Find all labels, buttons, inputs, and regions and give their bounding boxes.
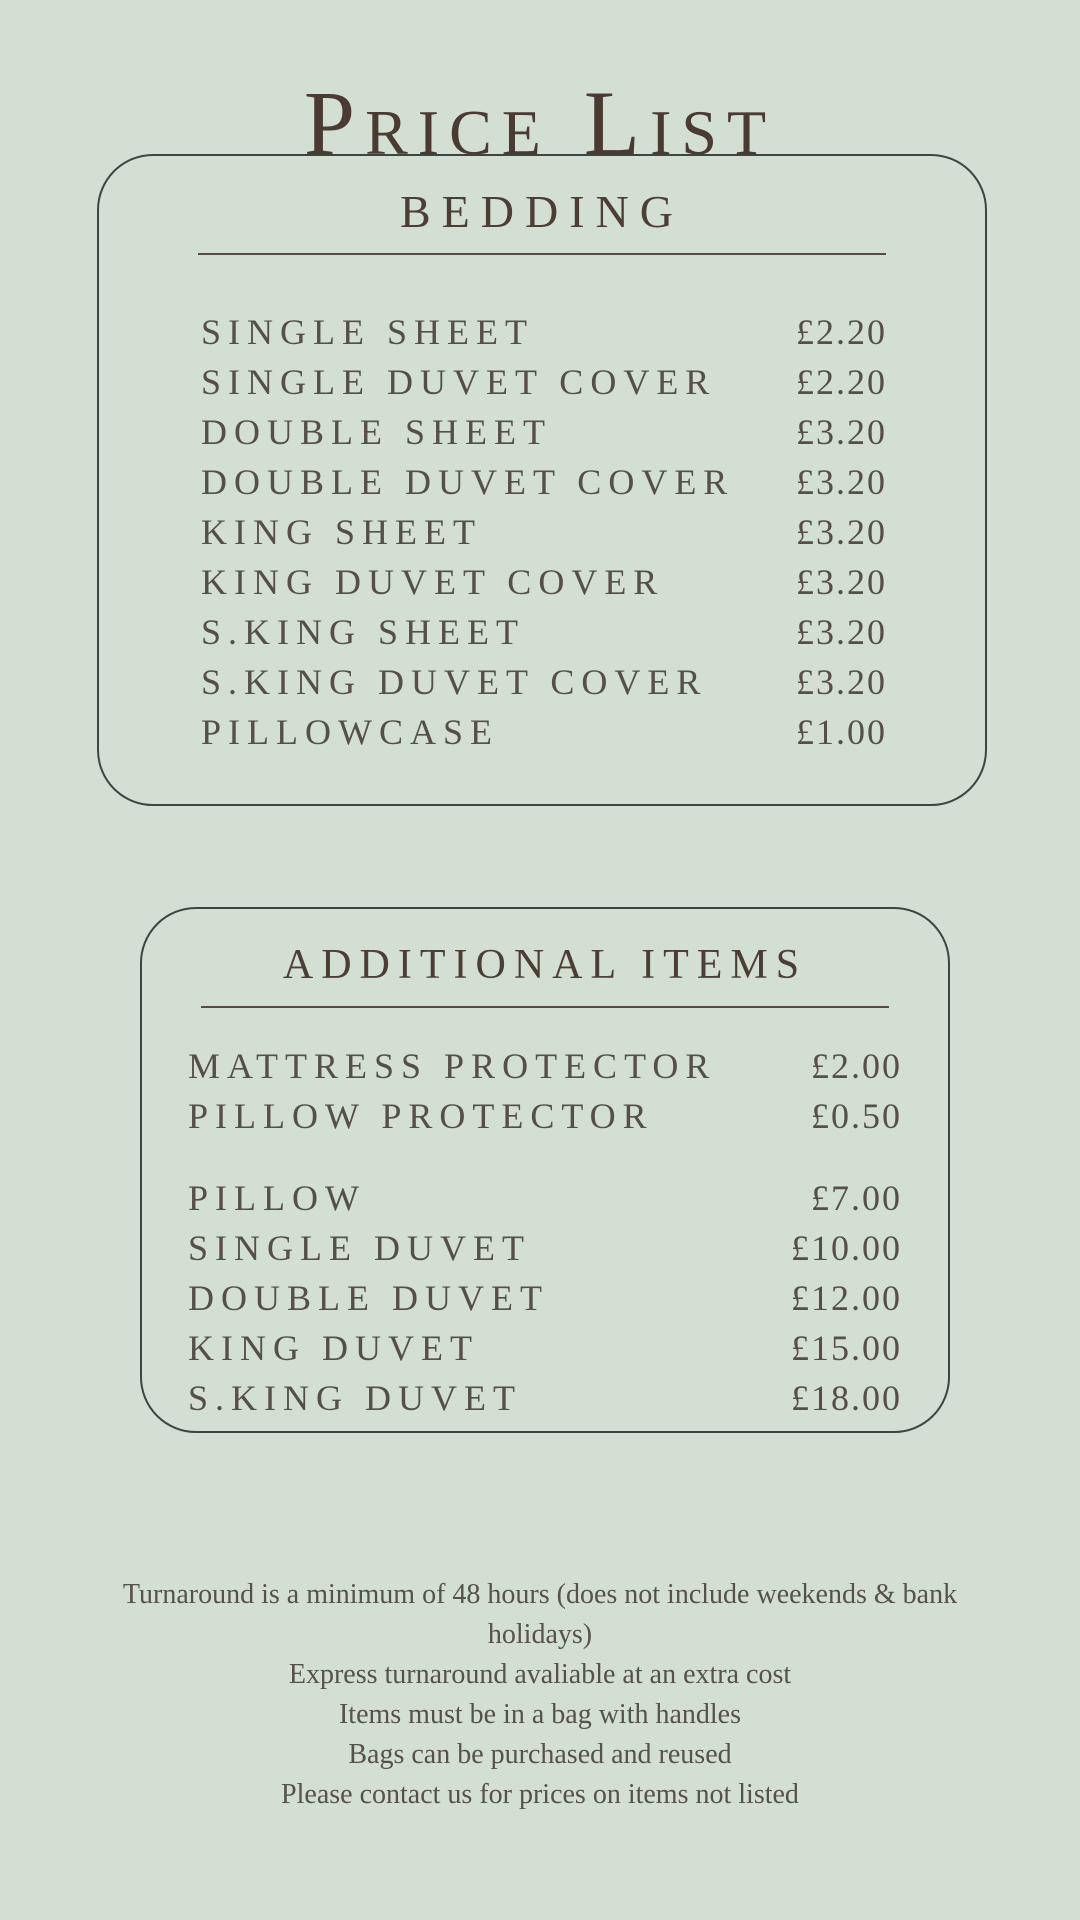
footer-line: Turnaround is a minimum of 48 hours (does not include weekends & bank holidays) <box>122 1579 958 1650</box>
item-label: SINGLE SHEET <box>201 312 534 352</box>
item-price: £2.00 <box>811 1046 902 1086</box>
item-price: £3.20 <box>796 512 887 552</box>
price-row <box>188 1373 902 1423</box>
footer-notes-inner <box>90 1575 990 1815</box>
price-row <box>188 1091 902 1141</box>
footer-line: Please contact us for prices on items not listed <box>281 1779 799 1810</box>
price-row <box>188 1041 902 1091</box>
price-row <box>188 1223 902 1273</box>
item-price: £3.20 <box>796 562 887 602</box>
price-row <box>201 707 887 757</box>
price-row <box>201 607 887 657</box>
item-label: PILLOWCASE <box>201 712 499 752</box>
item-label: SINGLE DUVET <box>188 1228 531 1268</box>
footer-line: Bags can be purchased and reused <box>348 1739 732 1770</box>
item-label: KING DUVET COVER <box>201 562 665 602</box>
footer-line: Express turnaround avaliable at an extra cost <box>288 1659 792 1690</box>
item-label: KING SHEET <box>201 512 482 552</box>
bedding-heading: BEDDING <box>400 186 684 237</box>
item-price: £2.20 <box>796 362 887 402</box>
item-label: PILLOW PROTECTOR <box>188 1096 654 1136</box>
price-row <box>201 557 887 607</box>
bedding-divider <box>198 253 886 255</box>
item-label: PILLOW <box>188 1178 366 1218</box>
item-price: £18.00 <box>791 1378 902 1418</box>
item-price: £12.00 <box>791 1278 902 1318</box>
item-label: DOUBLE SHEET <box>201 412 552 452</box>
price-row <box>201 507 887 557</box>
additional-items-heading: ADDITIONAL ITEMS <box>282 942 808 988</box>
price-row <box>188 1323 902 1373</box>
item-price: £0.50 <box>811 1096 902 1136</box>
item-price: £3.20 <box>796 662 887 702</box>
bedding-price-list <box>201 307 887 757</box>
item-price: £2.20 <box>796 312 887 352</box>
item-label: MATTRESS PROTECTOR <box>188 1046 717 1086</box>
bedding-card <box>97 154 987 806</box>
item-label: DOUBLE DUVET <box>188 1278 549 1318</box>
item-price: £7.00 <box>811 1178 902 1218</box>
page-title: Price List <box>303 71 777 174</box>
duvets-price-list <box>188 1173 902 1423</box>
footer-notes <box>0 1575 1080 1815</box>
item-price: £1.00 <box>796 712 887 752</box>
protectors-price-list <box>188 1041 902 1141</box>
footer-line: Items must be in a bag with handles <box>338 1699 742 1730</box>
price-row <box>201 657 887 707</box>
item-price: £3.20 <box>796 462 887 502</box>
item-label: S.KING DUVET <box>188 1378 522 1418</box>
item-price: £3.20 <box>796 612 887 652</box>
item-label: KING DUVET <box>188 1328 479 1368</box>
additional-items-divider <box>201 1006 889 1008</box>
item-price: £10.00 <box>791 1228 902 1268</box>
price-row <box>201 457 887 507</box>
item-price: £3.20 <box>796 412 887 452</box>
price-row <box>201 407 887 457</box>
item-label: DOUBLE DUVET COVER <box>201 462 735 502</box>
item-label: S.KING DUVET COVER <box>201 662 708 702</box>
price-row <box>201 307 887 357</box>
item-label: SINGLE DUVET COVER <box>201 362 717 402</box>
price-row <box>201 357 887 407</box>
item-price: £15.00 <box>791 1328 902 1368</box>
price-row <box>188 1273 902 1323</box>
item-label: S.KING SHEET <box>201 612 525 652</box>
additional-items-card <box>140 907 950 1433</box>
price-row <box>188 1173 902 1223</box>
